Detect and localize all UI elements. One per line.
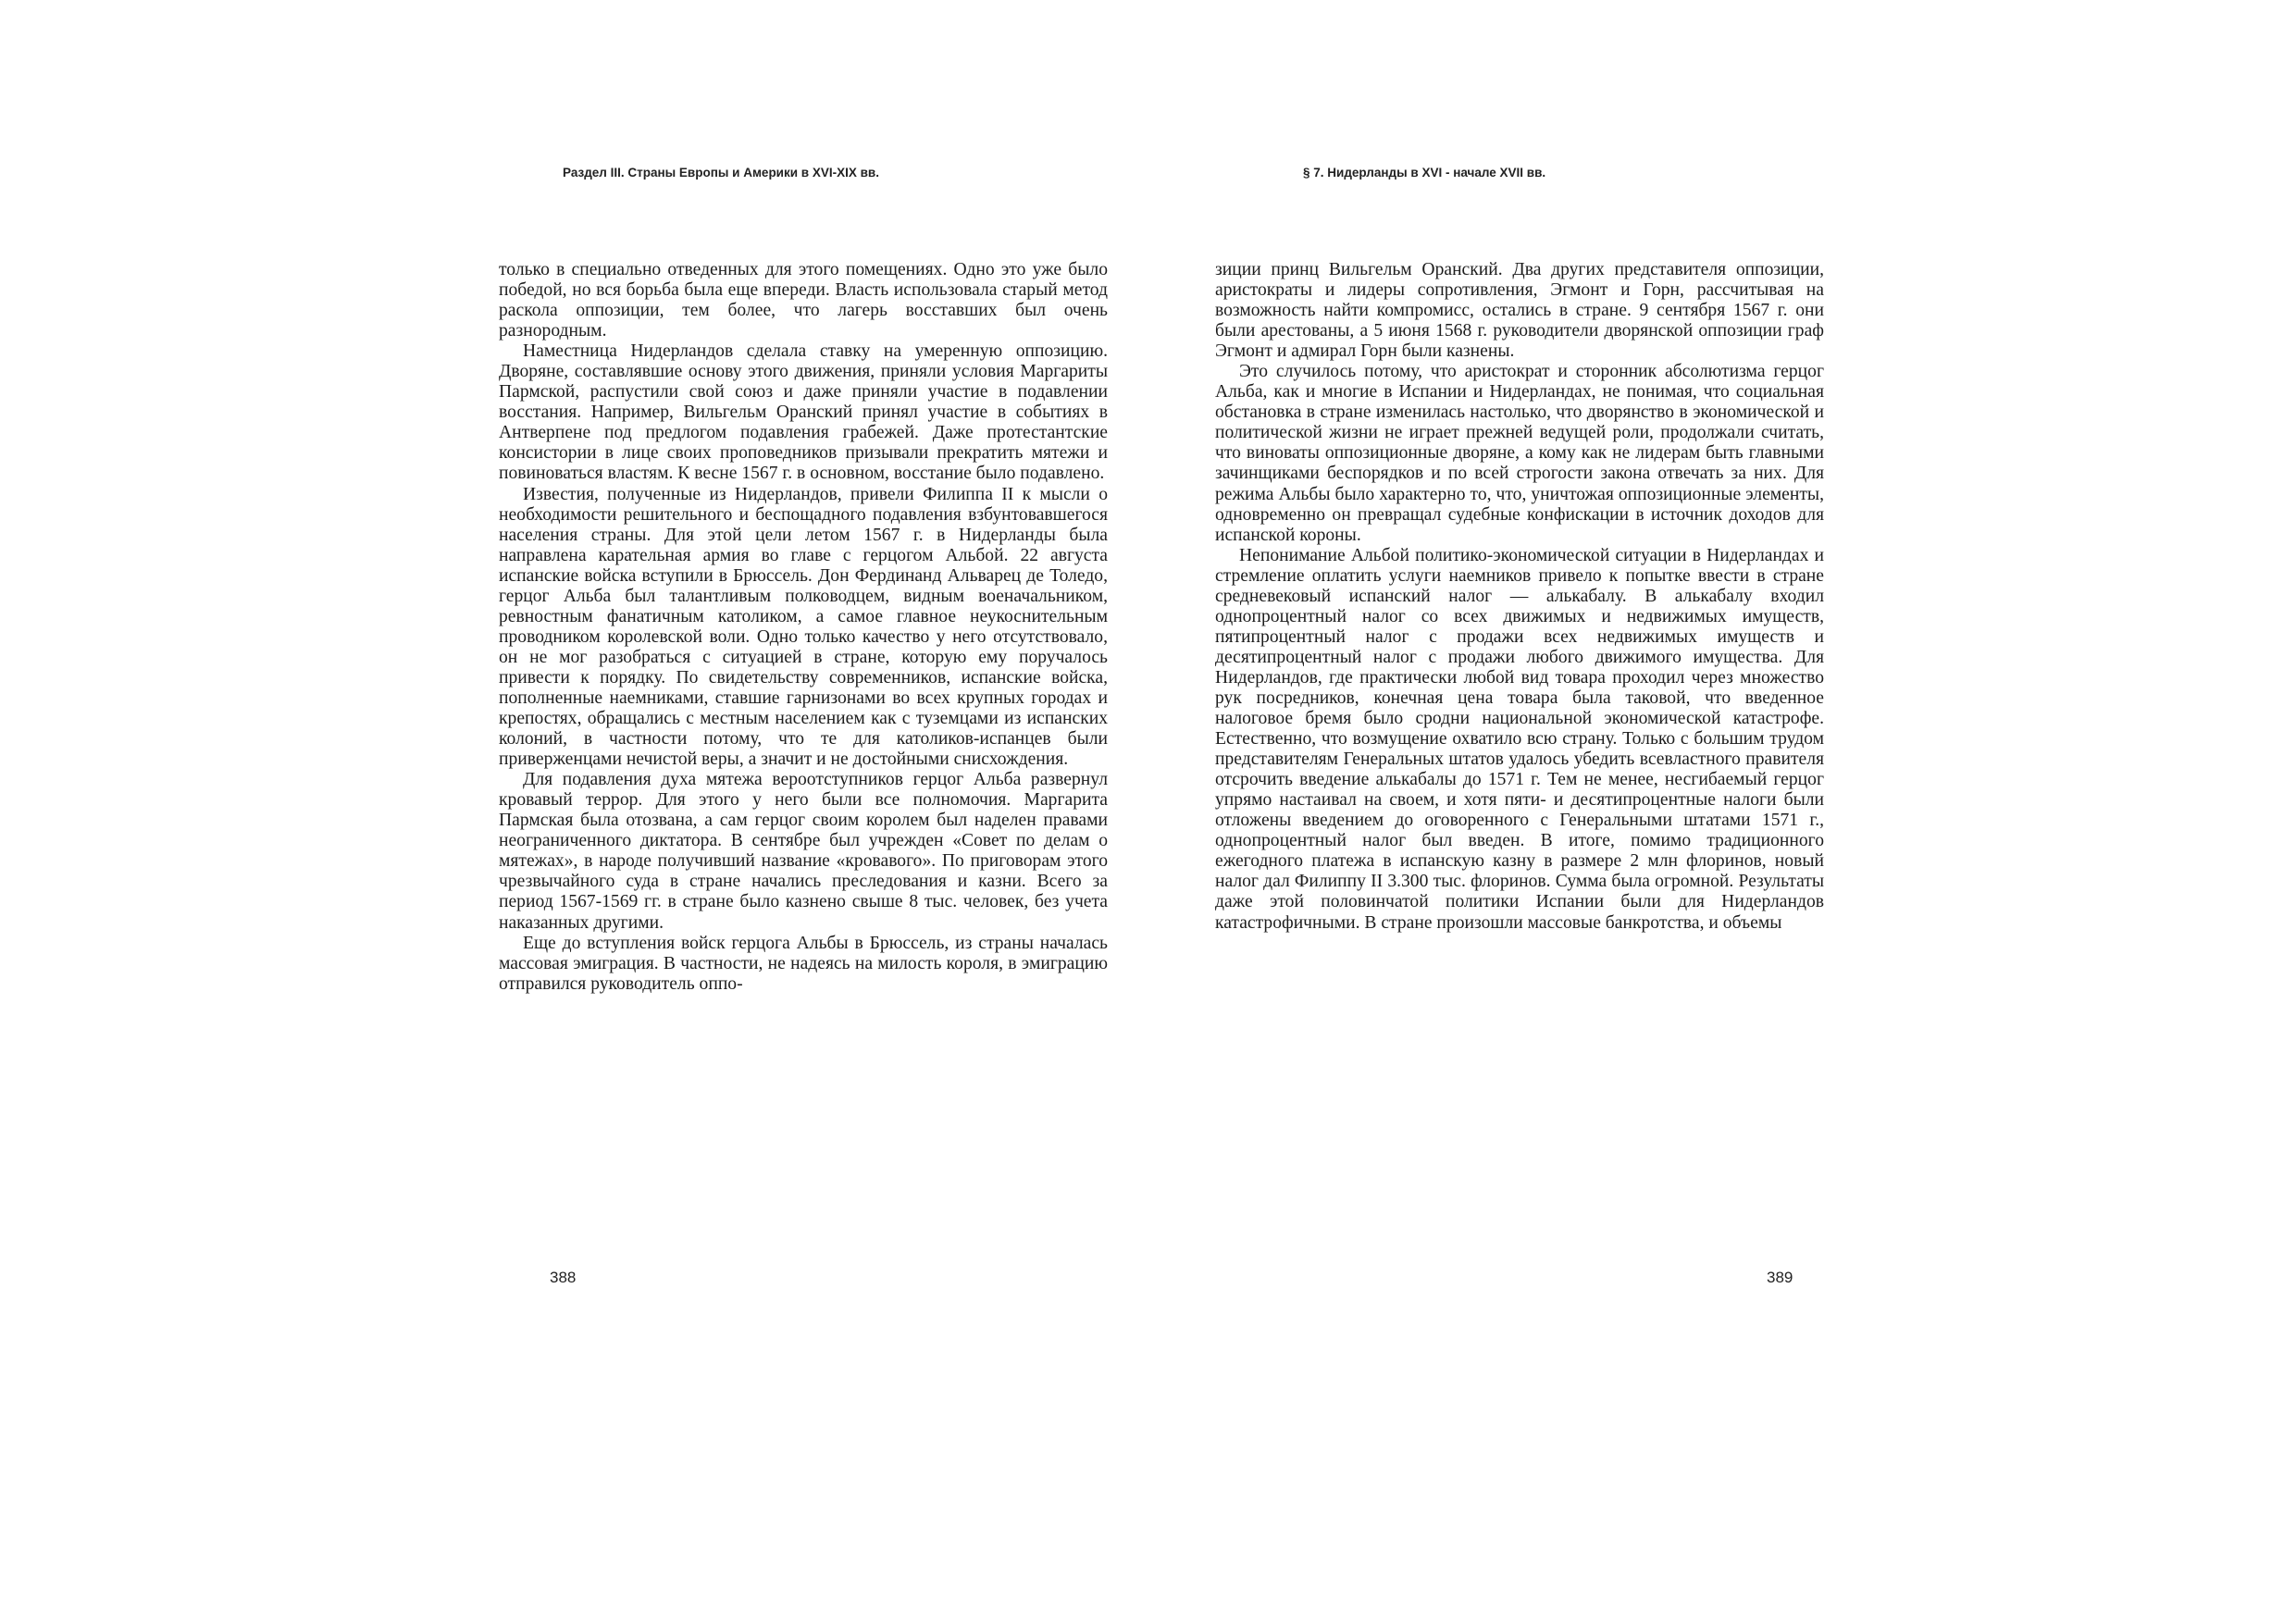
- running-head: § 7. Нидерланды в XVI - начале XVII вв.: [1303, 166, 1546, 180]
- paragraph: Для подавления духа мятежа вероотступников герцог Альба развернул кровавый террор. Для этого у него были все полномочия. Маргарита Пармская была отозвана, а сам герцог своим королем был наделен правами неограниченного диктатора. В сентябре был учрежден «Совет по делам о мятежах», в народе получивший название «кровавого». По приговорам этого чрезвычайного суда в стране начались преследования и казни. Всего за период 1567-1569 гг. в стране было казнено свыше 8 тыс. человек, без учета наказанных другими.: [499, 770, 1108, 933]
- paragraph: только в специально отведенных для этого помещениях. Одно это уже было победой, но вся борьба была еще впереди. Власть использовала старый метод раскола оппозиции, тем более, что лагерь восставших был очень разнородным.: [499, 260, 1108, 341]
- paragraph: Непонимание Альбой политико-экономической ситуации в Нидерландах и стремление оплатить услуги наемников привело к попытке ввести в стране средневековый испанский налог — алькабалу. В алькабалу входил однопроцентный налог со всех движимых и недвижимых имуществ, пятипроцентный налог с продажи всех недвижимых имуществ и десятипроцентный налог с продажи любого движимого имущества. Для Нидерландов, где практически любой вид товара проходил через множество рук посредников, конечная цена товара была таковой, что введенное налоговое бремя было сродни национальной экономической катастрофе. Естественно, что возмущение охватило всю страну. Только с большим трудом представителям Генеральных штатов удалось убедить всевластного правителя отсрочить введение алькабалы до 1571 г. Тем не менее, несгибаемый герцог упрямо настаивал на своем, и хотя пяти- и десятипроцентные налоги были отложены введением до оговоренного с Генеральными штатами 1571 г., однопроцентный налог был введен. В итоге, помимо традиционного ежегодного платежа в испанскую казну в размере 2 млн флоринов, новый налог дал Филиппу II 3.300 тыс. флоринов. Сумма была огромной. Результаты даже этой половинчатой политики Испании были для Нидерландов катастрофичными. В стране произошли массовые банкротства, и объемы: [1215, 545, 1824, 933]
- body-text: [1215, 260, 1824, 934]
- paragraph: Еще до вступления войск герцога Альбы в Брюссель, из страны началась массовая эмиграция. В частности, не надеясь на милость короля, в эмиграцию отправился руководитель оппо-: [499, 933, 1108, 994]
- paragraph: Наместница Нидерландов сделала ставку на умеренную оппозицию. Дворяне, составлявшие основу этого движения, приняли условия Маргариты Пармской, распустили свой союз и даже приняли участие в подавлении восстания. Например, Вильгельм Оранский принял участие в событиях в Антверпене под предлогом подавления грабежей. Даже протестантские консистории в лице своих проповедников призывали прекратить мятежи и повиноваться властям. К весне 1567 г. в основном, восстание было подавлено.: [499, 341, 1108, 484]
- paragraph: зиции принц Вильгельм Оранский. Два других представителя оппозиции, аристократы и лидеры сопротивления, Эгмонт и Горн, рассчитывая на возможность найти компромисс, остались в стране. 9 сентября 1567 г. они были арестованы, а 5 июня 1568 г. руководители дворянской оппозиции граф Эгмонт и адмирал Горн были казнены.: [1215, 260, 1824, 362]
- paragraph: Это случилось потому, что аристократ и сторонник абсолютизма герцог Альба, как и многие в Испании и Нидерландах, не понимая, что социальная обстановка в стране изменилась настолько, что дворянство в экономической и политической жизни не играет прежней ведущей роли, продолжали считать, что виноваты оппозиционные дворяне, а кому как не лидерам быть главными зачинщиками беспорядков и по всей строгости закона отвечать за них. Для режима Альбы было характерно то, что, уничтожая оппозиционные элементы, одновременно он превращал судебные конфискации в источник доходов для испанской короны.: [1215, 362, 1824, 545]
- running-head: Раздел III. Страны Европы и Америки в XVI-XIX вв.: [563, 166, 879, 180]
- page-number: 389: [1767, 1269, 1793, 1286]
- body-text: [499, 260, 1108, 995]
- paragraph: Известия, полученные из Нидерландов, привели Филиппа II к мысли о необходимости решительного и беспощадного подавления взбунтовавшегося населения страны. Для этой цели летом 1567 г. в Нидерланды была направлена карательная армия во главе с герцогом Альбой. 22 августа испанские войска вступили в Брюссель. Дон Фердинанд Альварец де Толедо, герцог Альба был талантливым полководцем, видным военачальником, ревностным фанатичным католиком, а самое главное неукоснительным проводником королевской воли. Одно только качество у него отсутствовало, он не мог разобраться с ситуацией в стране, которую ему поручалось привести к порядку. По свидетельству современников, испанские войска, пополненные наемниками, ставшие гарнизонами во всех крупных городах и крепостях, обращались с местным населением как с туземцами из испанских колоний, в частности потому, что те для католиков-испанцев были приверженцами нечистой веры, а значит и не достойными снисхождения.: [499, 484, 1108, 770]
- page-number: 388: [550, 1269, 577, 1286]
- right-page: [1148, 0, 2295, 1623]
